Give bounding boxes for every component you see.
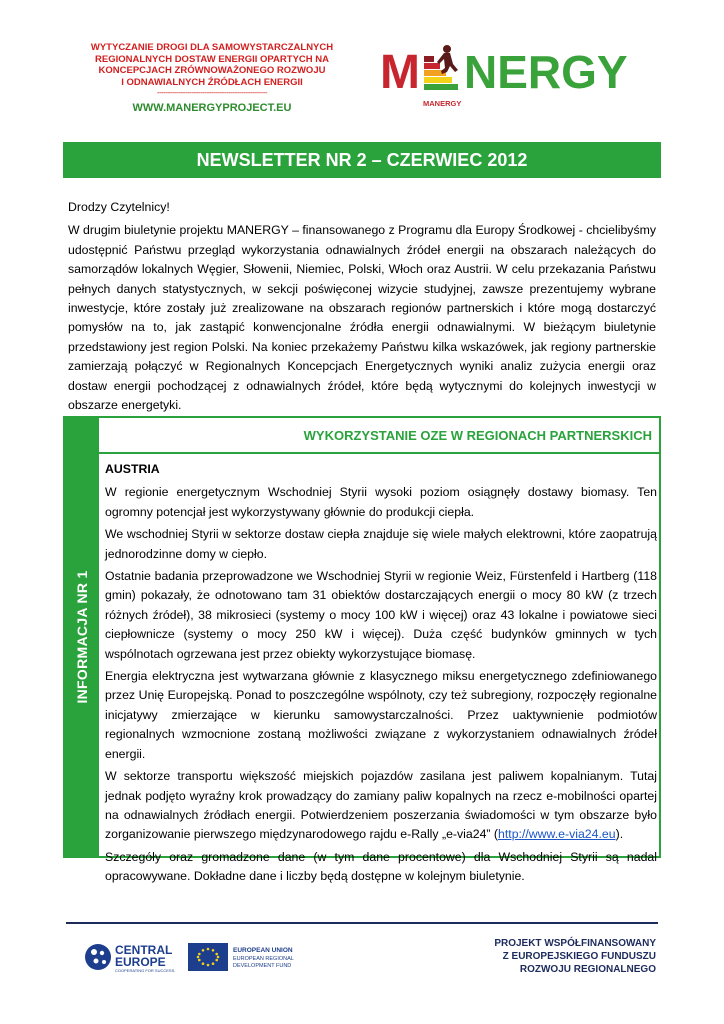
region-heading: AUSTRIA (105, 462, 160, 476)
paragraph-text: ). (615, 827, 624, 842)
runner-icon (437, 45, 458, 74)
manergy-logo (380, 44, 655, 112)
eu-flag-icon (188, 943, 228, 971)
header-title-line: I ODNAWIALNYCH ŹRÓDŁACH ENERGII (121, 76, 303, 88)
eu-line1: EUROPEAN UNION (233, 947, 293, 954)
newsletter-banner: NEWSLETTER NR 2 – CZERWIEC 2012 (63, 142, 661, 178)
cofinancing-line: ROZWOJU REGIONALNEGO (519, 964, 656, 975)
globe-icon (85, 944, 111, 970)
header-title-line: WYTYCZANIE DROGI DLA SAMOWYSTARCZALNYCH (90, 42, 334, 53)
logo-letter-m: M (380, 46, 420, 99)
info-box (63, 416, 661, 884)
paragraph (105, 767, 657, 845)
paragraph: W regionie energetycznym Wschodniej Styrii wysoki poziom osiągnęły dostawy biomasy. Ten ogromny potencjał jest wykorzystywany głównie do produkcji ciepła. (105, 485, 657, 519)
header-block (62, 42, 362, 114)
header-divider: --------------------------------------------------- (156, 88, 268, 97)
section-content (105, 460, 657, 890)
side-bar (65, 418, 99, 856)
project-url[interactable]: WWW.MANERGYPROJECT.EU (132, 102, 292, 114)
section-title: WYKORZYSTANIE OZE W REGIONACH PARTNERSKICH (99, 418, 660, 454)
header-title-line: REGIONALNYCH DOSTAW ENERGII OPARTYCH NA (95, 53, 329, 65)
intro-paragraph: W drugim biuletynie projektu MANERGY – finansowanego z Programu dla Europy Środkowej - chcielibyśmy udostępnić Państwu przegląd wykorzystania odnawialnych źródeł energii na obszarach należących do samorządów lokalnych Węgier, Słowenii, Niemiec, Polski, Włoch oraz Austrii. W celu przekazania Państwu pełnych danych statystycznych, w sekcji poświęconej wizycie studyjnej, zawsze prezentujemy wybrane inwestycje, które zostały już zrealizowane na obszarach regionów partnerskich i które mogą dostarczyć pomysłów na to, jak zastąpić konwencjonalne źródła energii odnawialnymi. W bieżącym biuletynie przedstawiony jest region Polski. Na koniec przekażemy Państwu kilka wskazówek, jak regiony partnerskie zamierzają połączyć w Regionalnych Koncepcjach Energetycznych wyniki analiz zużycia energii oraz dostaw energii pochodzącej z odnawialnych źródeł, które będą wytycznymi do kolejnych inwestycji w obszarze energetyki. (68, 223, 656, 413)
paragraph-text: W sektorze transportu większość miejskich pojazdów zasilana jest paliwem kopalnianym. Tutaj jednak podjęto wyraźny krok prowadzący do zamiany paliw kopalnych na rzecz e-mobilności opartej na odnawialnych źródłach energii. Potwierdzeniem poszerzania świadomości w tym obszarze było zorganizowanie pierwszego międzynarodowego rajdu e-Rally „e-via24” ( (105, 769, 657, 842)
central-europe-logo (84, 941, 184, 973)
paragraph: Ostatnie badania przeprowadzone we Wschodniej Styrii w regionie Weiz, Fürstenfeld i Hartberg (118 gmin) pokazały, że odnotowano tam 31 obiektów dostarczających energii o mocy 80 kW (z trzech różnych źródeł), 38 mikrosieci (systemy o mocy 100 kW i więcej) oraz 43 lokalne i powiatowe sieci ciepłownicze (systemy o mocy 250 kW i więcej). Duża część budynków gminnych w tych wspólnotach ogrzewana jest przez obiekty wykorzystujące biomasę. (105, 569, 657, 661)
greeting: Drodzy Czytelnicy! (68, 200, 170, 214)
footer-divider (66, 922, 658, 924)
logo-wordmark: NERGY (464, 46, 628, 98)
cofinancing-line: PROJEKT WSPÓŁFINANSOWANY (494, 938, 656, 949)
cofinancing-note (440, 937, 656, 976)
eu-line2: EUROPEAN REGIONAL (233, 956, 294, 962)
ce-line2: EUROPE (115, 955, 166, 969)
ce-tagline: COOPERATING FOR SUCCESS. (115, 968, 176, 973)
paragraph: We wschodniej Styrii w sektorze dostaw ciepła znajduje się wiele małych elektrowni, które zaopatrują jednorodzinne domy w ciepło. (105, 527, 657, 561)
logo-subtitle: MANERGY (423, 99, 462, 108)
eu-logo (188, 941, 298, 973)
paragraph: Szczegóły oraz gromadzone dane (w tym dane procentowe) dla Wschodniej Styrii są nadal opracowywane. Dokładne dane i liczby będą dostępne w kolejnym biuletynie. (105, 849, 657, 884)
paragraph: Energia elektryczna jest wytwarzana głównie z klasycznego miksu energetycznego zdefiniowanego przez Unię Europejską. Ponad to poszczególne wspólnoty, czy też subregiony, rozpoczęły regionalne inicjatywy zmierzające w kierunku samowystarczalności. Przez uaktywnienie podmiotów regionalnych wzmocnione zostaną możliwości związane z wykorzystaniem odnawialnych źródeł energii. (105, 669, 657, 761)
side-label: INFORMACJA NR 1 (74, 570, 90, 704)
intro-section (68, 198, 656, 415)
eu-line3: DEVELOPMENT FUND (233, 963, 292, 969)
e-via24-link[interactable]: http://www.e-via24.eu (498, 827, 616, 842)
ce-line1: CENTRAL (115, 943, 173, 957)
cofinancing-line: Z EUROPEJSKIEGO FUNDUSZU (502, 951, 656, 962)
header-title-line: KONCEPCJACH ZRÓWNOWAŻONEGO ROZWOJU (98, 65, 326, 76)
